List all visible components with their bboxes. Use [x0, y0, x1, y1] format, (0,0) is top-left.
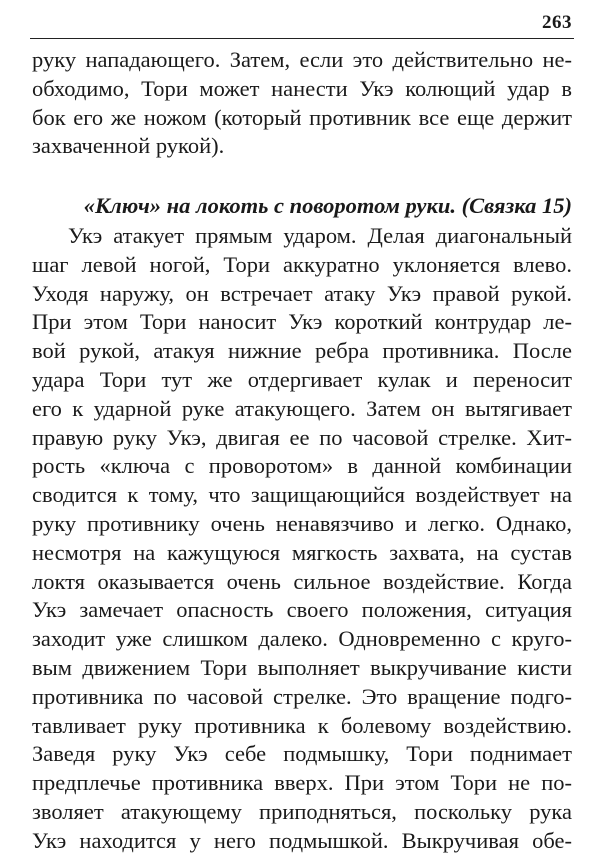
text-line: рость «ключа с проворотом» в данной комбинации: [32, 453, 572, 479]
text-line: его к ударной руке атакующего. Затем он вытягивает: [32, 395, 572, 421]
text-line: зволяет атакующему приподняться, поскольку рука: [32, 798, 572, 824]
header-rule: [30, 38, 574, 39]
text-line: захваченной рукой).: [32, 133, 225, 159]
text-line: шаг левой ногой, Тори аккуратно уклоняется влево.: [32, 251, 572, 277]
text-line: удара Тори тут же отдергивает кулак и переносит: [32, 366, 572, 392]
text-line: Укэ атакует прямым ударом. Делая диагональный: [68, 223, 572, 248]
paragraph-2: [32, 222, 572, 856]
text-line: локтя оказывается очень сильное воздействие. Когда: [32, 568, 572, 594]
text-line: правую руку Укэ, двигая ее по часовой стрелке. Хит-: [32, 424, 572, 450]
paragraph-1: [32, 46, 572, 161]
text-line: несмотря на кажущуюся мягкость захвата, на сустав: [32, 539, 572, 565]
text-line: вым движением Тори выполняет выкручивание кисти: [32, 654, 572, 680]
text-line: Укэ замечает опасность своего положения, ситуация: [32, 597, 572, 623]
text-line: обходимо, Тори может нанести Укэ колющий удар в: [32, 75, 572, 101]
text-line: При этом Тори наносит Укэ короткий контрудар ле-: [32, 309, 572, 335]
text-line: руку нападающего. Затем, если это действительно не-: [32, 47, 572, 72]
text-line: вой рукой, атакуя нижние ребра противника. После: [32, 338, 572, 364]
page-number: 263: [542, 12, 572, 33]
section-heading: «Ключ» на локоть с поворотом руки. (Связка 15): [83, 193, 572, 218]
text-line: заходит уже слишком далеко. Одновременно с круго-: [32, 626, 572, 652]
text-line: Укэ находится у него подмышкой. Выкручивая обе-: [32, 827, 572, 853]
text-line: Заведя руку Укэ себе подмышку, Тори поднимает: [32, 741, 572, 767]
text-line: предплечье противника вверх. При этом Тори не по-: [32, 770, 572, 796]
text-line: Уходя наружу, он встречает атаку Укэ правой рукой.: [32, 280, 572, 306]
text-line: руку противнику очень ненавязчиво и легко. Однако,: [32, 510, 572, 536]
text-line: тавливает руку противника к болевому воздействию.: [32, 712, 572, 738]
text-line: противника по часовой стрелке. Это вращение подго-: [32, 683, 572, 709]
text-line: сводится к тому, что защищающийся воздействует на: [32, 482, 572, 508]
text-line: бок его же ножом (который противник все еще держит: [32, 104, 572, 130]
